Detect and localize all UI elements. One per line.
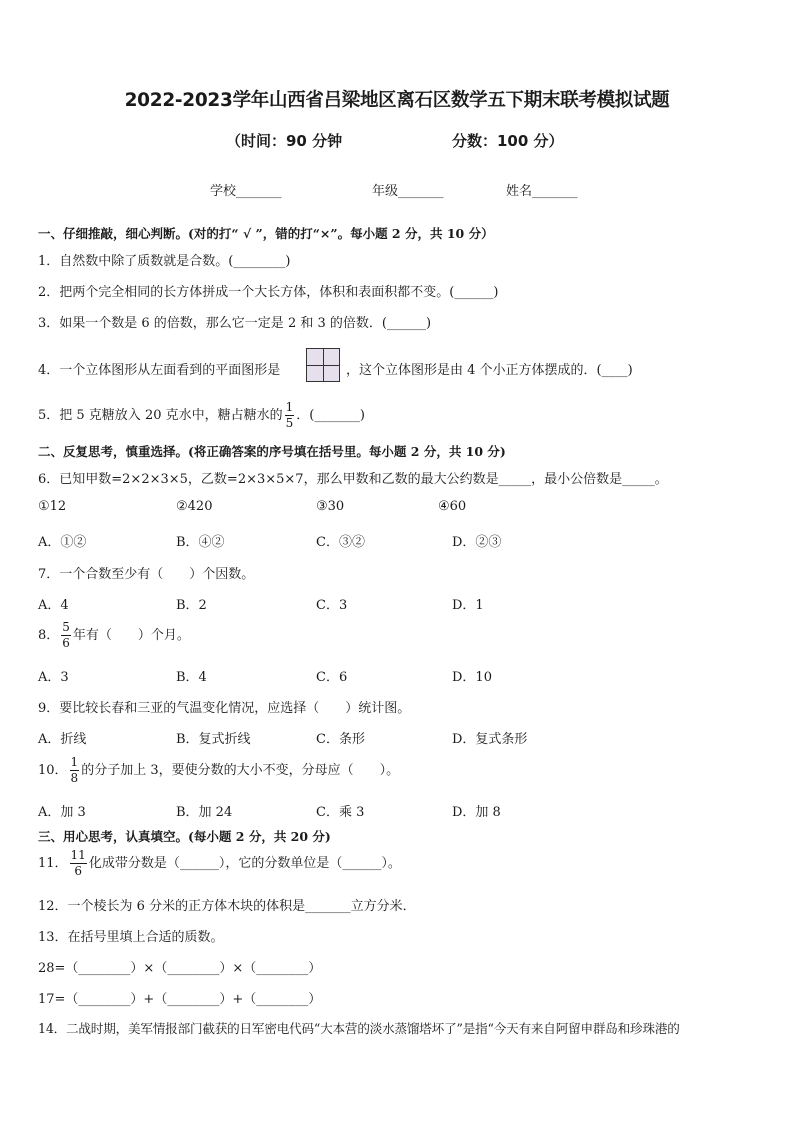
fraction-denominator: 8	[70, 771, 79, 785]
q7-option-d: D．1	[452, 598, 484, 613]
q6-item-3: ③30	[316, 499, 345, 514]
q6-option-d: D．②③	[452, 535, 502, 550]
q9-option-b: B．复式折线	[176, 732, 251, 747]
q6-item-1: ①12	[38, 499, 67, 514]
q10-option-c: C．乘 3	[316, 805, 365, 820]
q9-option-c: C．条形	[316, 732, 365, 747]
q10-option-a: A．加 3	[38, 805, 86, 820]
name-field: 姓名_______	[506, 184, 578, 199]
school-field: 学校_______	[210, 184, 282, 199]
question-11-text: 化成带分数是（______），它的分数单位是（______）。	[88, 856, 401, 871]
fraction-numerator: 11	[70, 848, 86, 862]
q7-option-b: B．2	[176, 598, 207, 613]
question-1: 1．自然数中除了质数就是合数。(________)	[38, 254, 291, 269]
question-4-part1: 4．一个立体图形从左面看到的平面图形是	[38, 363, 281, 378]
grade-field: 年级_______	[372, 184, 444, 199]
q10-option-b: B．加 24	[176, 805, 233, 820]
fraction-1-8	[70, 755, 80, 786]
fraction-1-5	[285, 400, 295, 431]
question-13-line-a: 28=（________）×（________）×（________）	[38, 961, 322, 976]
q8-option-a: A．3	[38, 670, 69, 685]
section1-title: 一、仔细推敲，细心判断。(对的打“ √ ”，错的打“×”。每小题 2 分，共 10 分）	[38, 226, 494, 241]
question-4-part2: ，这个立体图形是由 4 个小正方体摆成的．(____)	[346, 363, 633, 378]
q7-option-a: A．4	[38, 598, 69, 613]
question-5-blank: ．(_______)	[296, 408, 365, 423]
question-3: 3．如果一个数是 6 的倍数，那么它一定是 2 和 3 的倍数．(______)	[38, 316, 432, 331]
question-13: 13．在括号里填上合适的质数。	[38, 930, 224, 945]
question-2: 2．把两个完全相同的长方体拼成一个大长方体，体积和表面积都不变。(______)	[38, 285, 499, 300]
exam-score: 分数：100 分）	[452, 132, 564, 150]
question-10	[38, 755, 399, 786]
q8-option-d: D．10	[452, 670, 492, 685]
q10-option-d: D．加 8	[452, 805, 501, 820]
exam-time: （时间：90 分钟	[226, 132, 343, 150]
section2-title: 二、反复思考，慎重选择。(将正确答案的序号填在括号里。每小题 2 分，共 10 分)	[38, 444, 506, 459]
question-14: 14．二战时期，美军情报部门截获的日军密电代码“大本营的淡水蒸馏塔坏了”是指“今天有来自阿留申群岛和珍珠港的	[38, 1021, 680, 1036]
question-10-text: 的分子加上 3，要使分数的大小不变，分母应（ ）。	[81, 763, 400, 778]
question-8-number: 8．	[38, 628, 60, 643]
square-grid-figure	[306, 348, 340, 382]
section3-title: 三、用心思考，认真填空。(每小题 2 分，共 20 分)	[38, 829, 331, 844]
question-11	[38, 848, 401, 879]
question-5	[38, 400, 365, 431]
fraction-numerator: 1	[285, 400, 294, 414]
fraction-denominator: 6	[74, 864, 82, 878]
question-7: 7．一个合数至少有（ ）个因数。	[38, 567, 255, 582]
question-8	[38, 620, 190, 651]
question-5-text: 5．把 5 克糖放入 20 克水中，糖占糖水的	[38, 408, 283, 423]
question-12: 12．一个棱长为 6 分米的正方体木块的体积是_______立方分米．	[38, 899, 416, 914]
q6-option-b: B．④②	[176, 535, 225, 550]
question-6: 6．已知甲数=2×2×3×5，乙数=2×3×5×7，那么甲数和乙数的最大公约数是_____，最小公倍数是_____。	[38, 472, 668, 487]
page-title: 2022-2023学年山西省吕梁地区离石区数学五下期末联考模拟试题	[124, 90, 670, 111]
fraction-5-6	[61, 620, 71, 651]
question-9: 9．要比较长春和三亚的气温变化情况，应选择（ ）统计图。	[38, 701, 411, 716]
q6-item-4: ④60	[438, 499, 467, 514]
fraction-denominator: 5	[285, 416, 294, 430]
question-10-number: 10．	[38, 763, 68, 778]
fraction-numerator: 5	[62, 620, 70, 634]
q6-option-a: A．①②	[38, 535, 87, 550]
q7-option-c: C．3	[316, 598, 348, 613]
question-8-text: 年有（ ）个月。	[72, 628, 190, 643]
q8-option-b: B．4	[176, 670, 207, 685]
question-11-number: 11．	[38, 856, 68, 871]
fraction-denominator: 6	[62, 636, 70, 650]
q9-option-d: D．复式条形	[452, 732, 528, 747]
q6-option-c: C．③②	[316, 535, 365, 550]
fraction-numerator: 1	[70, 755, 79, 769]
fraction-11-6	[70, 848, 87, 879]
grid-horizontal-line	[307, 365, 339, 366]
question-13-line-b: 17=（________）+（________）+（________）	[38, 992, 322, 1007]
q9-option-a: A．折线	[38, 732, 87, 747]
q6-item-2: ②420	[176, 499, 213, 514]
q8-option-c: C．6	[316, 670, 348, 685]
